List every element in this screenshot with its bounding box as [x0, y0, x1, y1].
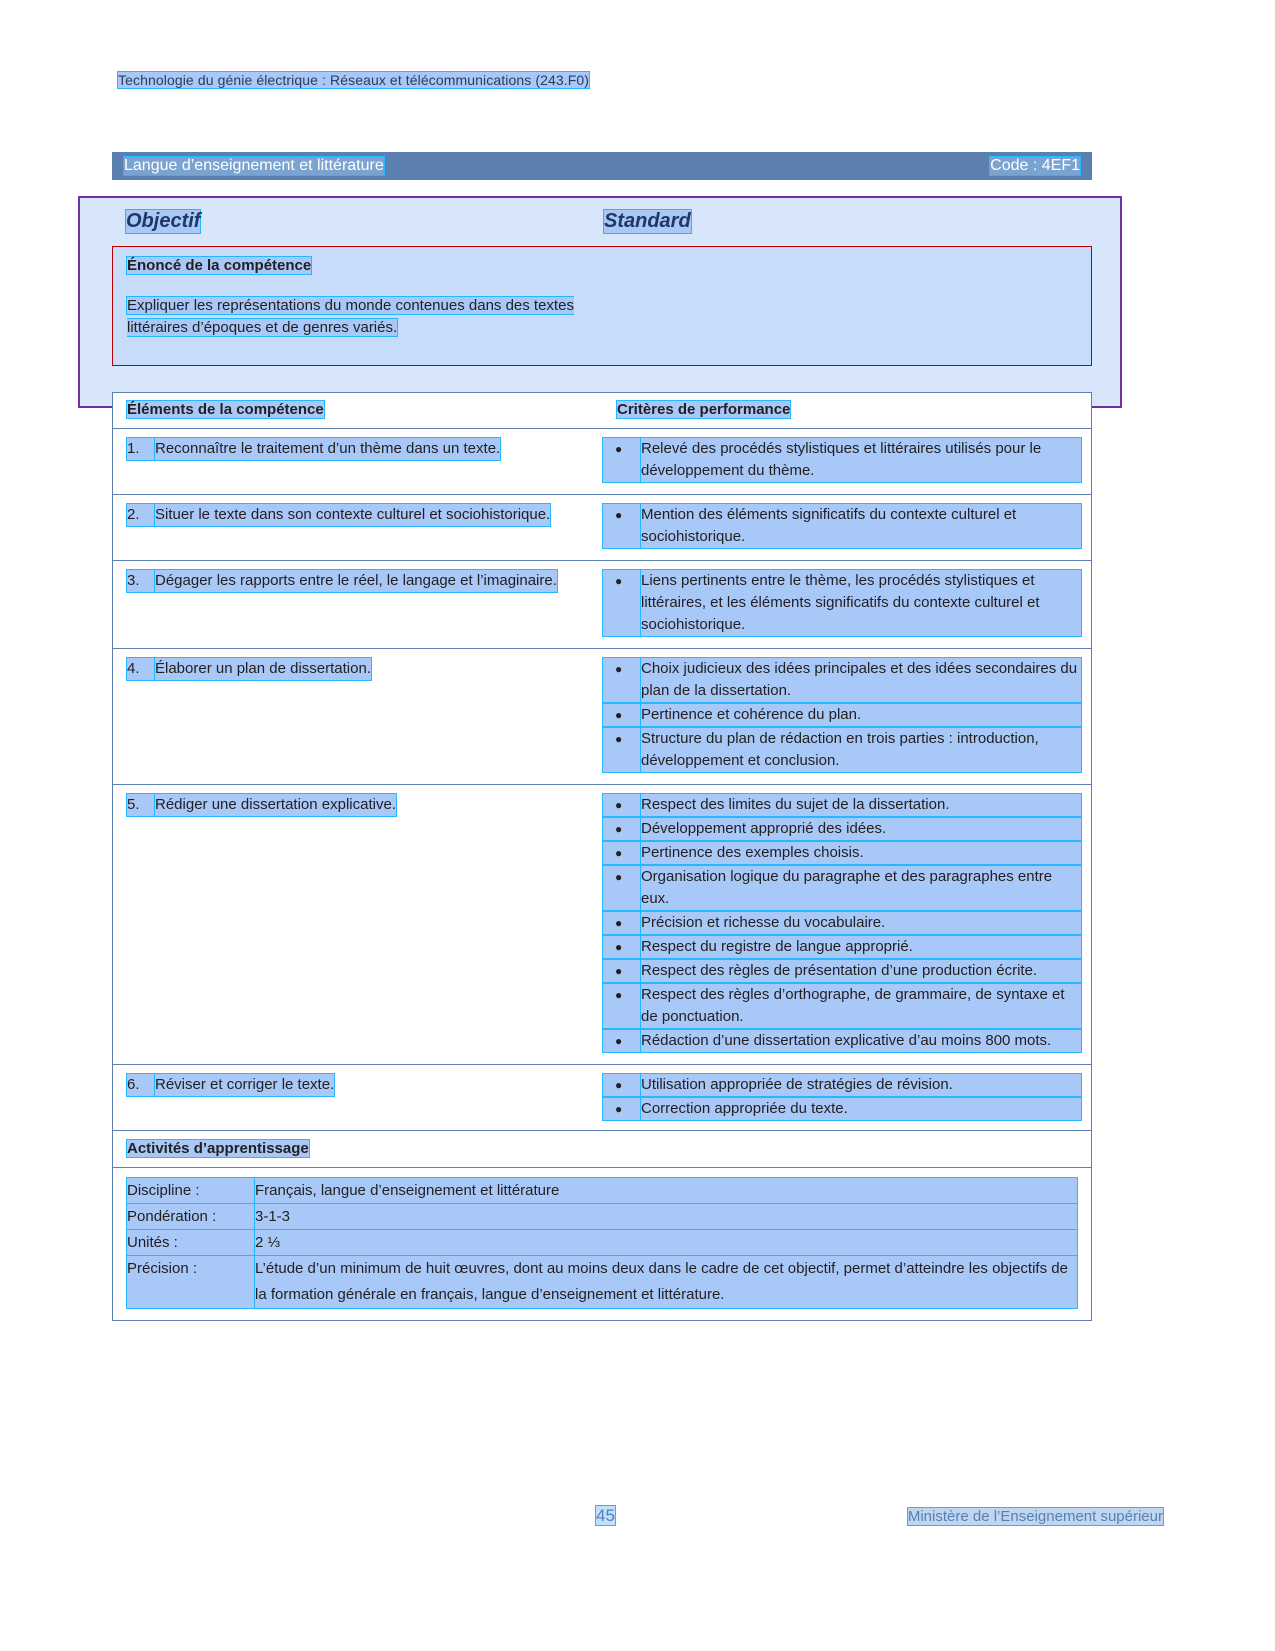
course-title: Langue d’enseignement et littérature: [124, 157, 384, 174]
course-title-bar: [112, 152, 1092, 180]
enonce-competence-box: [112, 246, 1092, 366]
element-cell: [113, 649, 603, 784]
critere-text: Développement approprié des idées.: [641, 818, 1081, 840]
critere-text: Utilisation appropriée de stratégies de révision.: [641, 1074, 1081, 1096]
objectif-label: Objectif: [126, 209, 201, 232]
activities-table: [112, 1130, 1092, 1321]
bullet-icon: ●: [603, 504, 641, 548]
course-code: Code : 4EF1: [990, 157, 1080, 174]
element-cell: [113, 429, 603, 494]
element-number: 1.: [127, 438, 155, 460]
bullet-icon: ●: [603, 438, 641, 482]
critere-text: Pertinence des exemples choisis.: [641, 842, 1081, 864]
footer-ministry: [908, 1508, 1163, 1525]
header-note-text: Technologie du génie électrique : Réseaux et télécommunications (243.F0): [118, 72, 590, 88]
table-row: [113, 785, 1091, 1065]
element-cell: [113, 785, 603, 1064]
critere-text: Organisation logique du paragraphe et des paragraphes entre eux.: [641, 866, 1081, 910]
critere-text: Respect des règles d’orthographe, de grammaire, de syntaxe et de ponctuation.: [641, 984, 1081, 1028]
table-row: [113, 429, 1091, 495]
activity-label: Précision :: [127, 1256, 255, 1308]
activity-label: Unités :: [127, 1230, 255, 1256]
page-number: [596, 1506, 615, 1526]
enonce-text: [127, 295, 597, 339]
table-row: [113, 495, 1091, 561]
activity-value: 2 ⅓: [255, 1230, 1077, 1256]
critere-text: Respect des règles de présentation d’une production écrite.: [641, 960, 1081, 982]
element-text: Situer le texte dans son contexte culturel et sociohistorique.: [155, 504, 550, 526]
critere-text: Liens pertinents entre le thème, les procédés stylistiques et littéraires, et les éléments significatifs du contexte culturel et sociohistorique.: [641, 570, 1081, 636]
element-cell: [113, 1065, 603, 1132]
critere-text: Rédaction d’une dissertation explicative d’au moins 800 mots.: [641, 1030, 1081, 1052]
critere-text: Mention des éléments significatifs du contexte culturel et sociohistorique.: [641, 504, 1081, 548]
activity-label: Pondération :: [127, 1204, 255, 1230]
criteres-cell: [603, 429, 1091, 494]
activities-title-text: Activités d’apprentissage: [127, 1140, 309, 1157]
bullet-icon: ●: [603, 1030, 641, 1052]
header-criteres: [603, 393, 1091, 428]
activity-label: Discipline :: [127, 1178, 255, 1204]
element-text: Reconnaître le traitement d’un thème dans un texte.: [155, 438, 500, 460]
activity-line: [127, 1178, 1077, 1204]
element-text: Réviser et corriger le texte.: [155, 1074, 334, 1096]
critere-text: Respect des limites du sujet de la dissertation.: [641, 794, 1081, 816]
table-row: [113, 1065, 1091, 1132]
bullet-icon: ●: [603, 658, 641, 702]
element-text: Dégager les rapports entre le réel, le langage et l’imaginaire.: [155, 570, 557, 592]
critere-text: Choix judicieux des idées principales et des idées secondaires du plan de la dissertation.: [641, 658, 1081, 702]
bullet-icon: ●: [603, 842, 641, 864]
enonce-title-text: Énoncé de la compétence: [127, 257, 312, 274]
criteres-cell: [603, 785, 1091, 1064]
criteres-cell: [603, 649, 1091, 784]
criteres-cell: [603, 495, 1091, 560]
bullet-icon: ●: [603, 866, 641, 910]
criteres-cell: [603, 561, 1091, 648]
element-cell: [113, 495, 603, 560]
bullet-icon: ●: [603, 704, 641, 726]
activities-body: [113, 1168, 1091, 1320]
enonce-body-text: Expliquer les représentations du monde contenues dans des textes littéraires d’époques et de genres variés.: [127, 297, 574, 336]
critere-text: Correction appropriée du texte.: [641, 1098, 1081, 1120]
table-row: [113, 561, 1091, 649]
activity-line: [127, 1204, 1077, 1230]
element-text: Rédiger une dissertation explicative.: [155, 794, 396, 816]
element-number: 5.: [127, 794, 155, 816]
critere-text: Relevé des procédés stylistiques et littéraires utilisés pour le développement du thème.: [641, 438, 1081, 482]
header-elements: [113, 393, 603, 428]
element-number: 3.: [127, 570, 155, 592]
bullet-icon: ●: [603, 728, 641, 772]
bullet-icon: ●: [603, 960, 641, 982]
bullet-icon: ●: [603, 818, 641, 840]
activity-value: Français, langue d’enseignement et littérature: [255, 1178, 1077, 1204]
header-criteres-text: Critères de performance: [617, 401, 791, 418]
bullet-icon: ●: [603, 984, 641, 1028]
element-number: 6.: [127, 1074, 155, 1096]
standard-label: Standard: [604, 209, 691, 232]
bullet-icon: ●: [603, 570, 641, 636]
bullet-icon: ●: [603, 1098, 641, 1120]
element-text: Élaborer un plan de dissertation.: [155, 658, 371, 680]
bullet-icon: ●: [603, 936, 641, 958]
bullet-icon: ●: [603, 1074, 641, 1096]
element-number: 4.: [127, 658, 155, 680]
document-header-note: [118, 72, 589, 88]
activity-line: [127, 1230, 1077, 1256]
objectif-standard-header: [114, 204, 1060, 238]
competency-table-header: [113, 393, 1091, 429]
critere-text: Précision et richesse du vocabulaire.: [641, 912, 1081, 934]
table-row: [113, 649, 1091, 785]
critere-text: Pertinence et cohérence du plan.: [641, 704, 1081, 726]
critere-text: Respect du registre de langue approprié.: [641, 936, 1081, 958]
critere-text: Structure du plan de rédaction en trois parties : introduction, développement et conclusion.: [641, 728, 1081, 772]
header-elements-text: Éléments de la compétence: [127, 401, 324, 418]
criteres-cell: [603, 1065, 1091, 1132]
activity-value: 3-1-3: [255, 1204, 1077, 1230]
footer-ministry-text: Ministère de l’Enseignement supérieur: [907, 1508, 1163, 1525]
activities-title: [113, 1131, 1091, 1168]
element-number: 2.: [127, 504, 155, 526]
bullet-icon: ●: [603, 794, 641, 816]
page-number-text: 45: [596, 1506, 615, 1525]
bullet-icon: ●: [603, 912, 641, 934]
activity-value: L’étude d’un minimum de huit œuvres, dont au moins deux dans le cadre de cet objectif, permet d’atteindre les objectifs de la formation générale en français, langue d’enseignement et littérature.: [255, 1256, 1077, 1308]
element-cell: [113, 561, 603, 648]
enonce-title: [127, 257, 311, 274]
activity-line: [127, 1256, 1077, 1308]
competency-table: [112, 392, 1092, 1133]
